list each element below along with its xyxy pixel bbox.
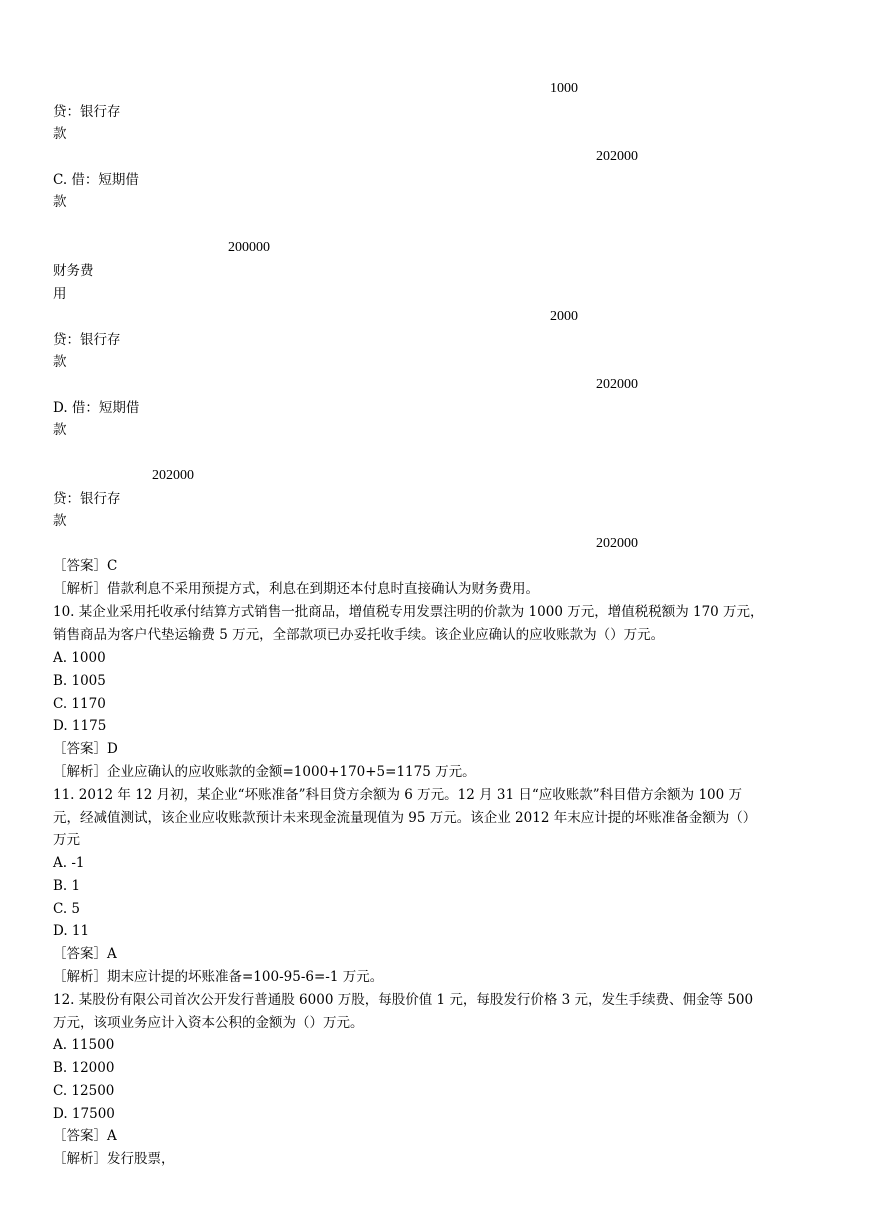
question-12-line: 万元，该项业务应计入资本公积的金额为（）万元。 — [53, 1015, 364, 1031]
option-d: D. 1175 — [53, 718, 107, 734]
option-b: B. 12000 — [53, 1060, 115, 1076]
option-d: D. 11 — [53, 923, 90, 939]
label-continuation: 款 — [53, 194, 67, 210]
question-10-line: 10. 某企业采用托收承付结算方式销售一批商品，增值税专用发票注明的价款为 1000 万元，增值税税额为 170 万元， — [53, 604, 764, 620]
option-d: D. 17500 — [53, 1106, 115, 1122]
amount-value: 202000 — [152, 468, 194, 483]
question-11-line: 万元 — [53, 832, 80, 848]
question-11-line: 11. 2012 年 12 月初，某企业“坏账准备”科目贷方余额为 6 万元。12 月 31 日“应收账款”科目借方余额为 100 万 — [53, 787, 743, 803]
option-b: B. 1 — [53, 878, 81, 894]
explanation-line: ［解析］期末应计提的坏账准备=100-95-6=-1 万元。 — [53, 969, 384, 985]
explanation-line: ［解析］企业应确认的应收账款的金额=1000+170+5=1175 万元。 — [53, 764, 476, 780]
amount-value: 202000 — [596, 377, 638, 392]
option-d-debit-label: D. 借：短期借 — [53, 400, 140, 416]
credit-label: 贷：银行存 — [53, 104, 121, 120]
amount-value: 2000 — [550, 309, 578, 324]
credit-label: 贷：银行存 — [53, 332, 121, 348]
answer-line: ［答案］A — [53, 946, 117, 962]
answer-line: ［答案］C — [53, 558, 118, 574]
answer-line: ［答案］D — [53, 741, 118, 757]
label-continuation: 款 — [53, 422, 67, 438]
option-a: A. 11500 — [53, 1037, 115, 1053]
explanation-line: ［解析］发行股票， — [53, 1151, 175, 1167]
label-continuation: 款 — [53, 354, 67, 370]
answer-line: ［答案］A — [53, 1128, 117, 1144]
option-b: B. 1005 — [53, 673, 106, 689]
amount-value: 200000 — [228, 240, 270, 255]
question-11-line: 元，经减值测试，该企业应收账款预计未来现金流量现值为 95 万元。该企业 2012 年末应计提的坏账准备金额为（） — [53, 810, 757, 826]
option-a: A. 1000 — [53, 650, 106, 666]
amount-value: 1000 — [550, 81, 578, 96]
label-continuation: 款 — [53, 513, 67, 529]
debit-label: 财务费 — [53, 263, 94, 279]
option-c: C. 1170 — [53, 696, 106, 712]
option-c: C. 5 — [53, 901, 81, 917]
explanation-line: ［解析］借款利息不采用预提方式，利息在到期还本付息时直接确认为财务费用。 — [53, 581, 539, 597]
question-10-line: 销售商品为客户代垫运输费 5 万元，全部款项已办妥托收手续。该企业应确认的应收账款为（）万元。 — [53, 627, 665, 643]
label-continuation: 用 — [53, 286, 67, 302]
option-c: C. 12500 — [53, 1083, 115, 1099]
credit-label: 贷：银行存 — [53, 491, 121, 507]
label-continuation: 款 — [53, 126, 67, 142]
question-12-line: 12. 某股份有限公司首次公开发行普通股 6000 万股，每股价值 1 元，每股发行价格 3 元，发生手续费、佣金等 500 — [53, 992, 754, 1008]
amount-value: 202000 — [596, 536, 638, 551]
amount-value: 202000 — [596, 149, 638, 164]
option-a: A. -1 — [53, 855, 85, 871]
option-c-debit-label: C. 借：短期借 — [53, 172, 139, 188]
